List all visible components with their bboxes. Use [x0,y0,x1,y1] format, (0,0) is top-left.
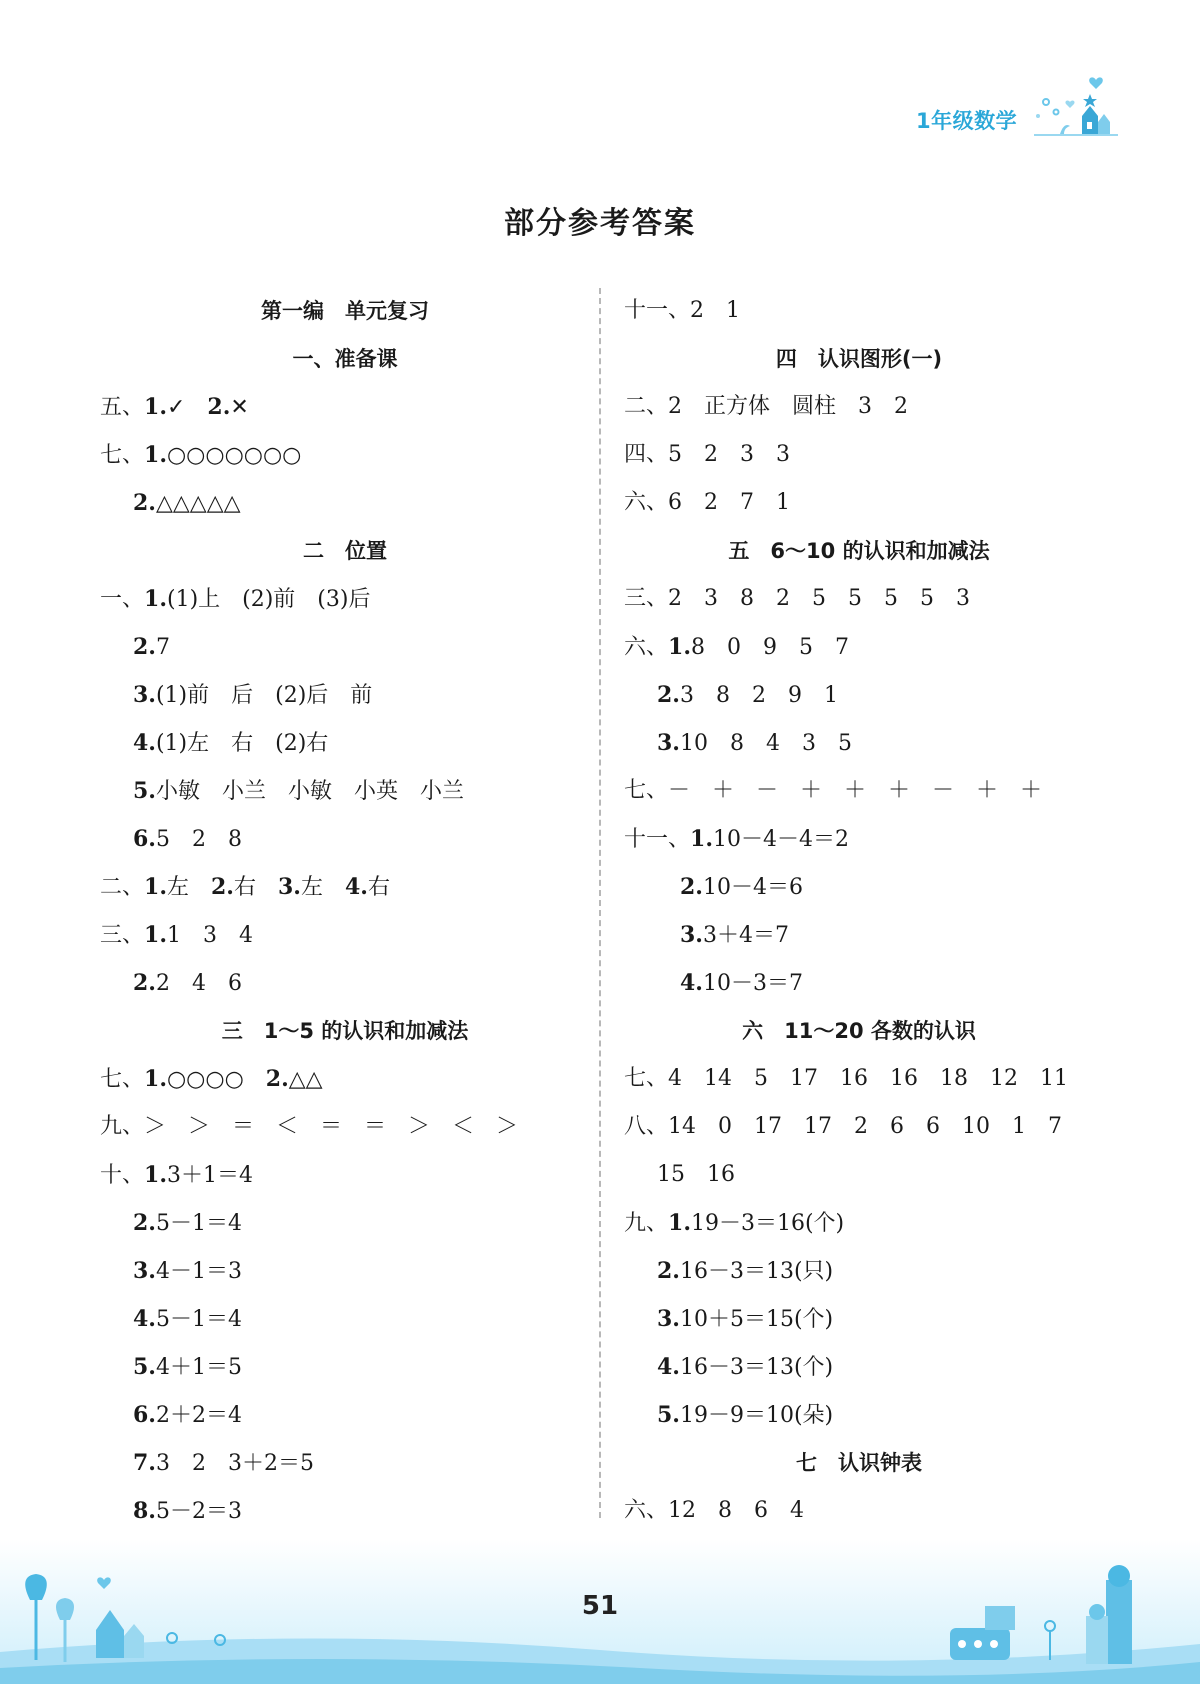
section-heading: 六 11～20 各数的认识 [742,1019,976,1043]
answer-line: 6.5 2 8 [133,826,242,852]
answer-line: 8.5－2＝3 [133,1498,242,1524]
answer-line: 十一、1.10－4－4＝2 [624,826,849,852]
answer-line: 2.3 8 2 9 1 [657,682,838,708]
answer-line: 2.2 4 6 [133,970,242,996]
answer-line: 4.10－3＝7 [680,970,803,996]
answer-line: 七、－ ＋ － ＋ ＋ ＋ － ＋ ＋ [624,778,1043,803]
answer-line: 四、5 2 3 3 [624,442,791,467]
answer-line: 六、1.8 0 9 5 7 [624,634,849,660]
houses-hearts-icon [1030,72,1120,142]
answer-line: 2.△△△△△ [133,490,241,516]
left-column [100,287,590,1535]
answer-line: 二、1.左 2.右 3.左 4.右 [100,874,390,900]
answer-line: 2.16－3＝13(只) [657,1258,834,1284]
answer-line: 3.3＋4＝7 [680,922,789,948]
answer-line: 九、＞ ＞ ＝ ＜ ＝ ＝ ＞ ＜ ＞ [100,1114,519,1139]
section-heading: 三 1～5 的认识和加减法 [221,1019,469,1043]
answer-line: 2.10－4＝6 [680,874,803,900]
answer-line: 5.小敏 小兰 小敏 小英 小兰 [133,778,464,804]
answer-line: 九、1.19－3＝16(个) [624,1210,845,1236]
answer-line: 6.2＋2＝4 [133,1402,242,1428]
page-title: 部分参考答案 [504,206,696,241]
answer-line: 7.3 2 3＋2＝5 [133,1450,314,1476]
answer-line: 4.(1)左 右 (2)右 [133,730,329,756]
answer-line: 3.10 8 4 3 5 [657,730,852,756]
section-heading: 四 认识图形(一) [775,347,943,371]
page-number: 51 [581,1591,619,1621]
column-divider [599,288,601,1518]
answer-line: 三、2 3 8 2 5 5 5 5 3 [624,586,970,611]
answer-line: 5.19－9＝10(朵) [657,1402,834,1428]
right-column [624,287,1094,1535]
answer-line: 3.4－1＝3 [133,1258,242,1284]
answer-line: 2.5－1＝4 [133,1210,242,1236]
answer-line: 4.5－1＝4 [133,1306,242,1332]
section-heading: 七 认识钟表 [796,1451,922,1475]
answer-line: 十、1.3＋1＝4 [100,1162,253,1188]
answer-line: 3.10＋5＝15(个) [657,1306,834,1332]
answer-line: 2.7 [133,634,170,660]
answer-line: 七、1.○○○○ 2.△△ [100,1066,323,1092]
answer-line: 五、1.✓ 2.✕ [100,394,249,420]
section-heading: 第一编 单元复习 [261,299,429,323]
answer-line: 4.16－3＝13(个) [657,1354,834,1380]
section-heading: 五 6～10 的认识和加减法 [728,539,990,563]
answer-line: 六、6 2 7 1 [624,490,791,515]
answer-line: 七、4 14 5 17 16 16 18 12 11 [624,1066,1068,1091]
answer-line: 六、12 8 6 4 [624,1498,805,1523]
answer-line: 3.(1)前 后 (2)后 前 [133,682,373,708]
answer-line: 七、1.○○○○○○○ [100,442,302,468]
answer-line: 一、1.(1)上 (2)前 (3)后 [100,586,371,612]
header-label: 1年级数学 [916,109,1018,133]
answer-line: 5.4＋1＝5 [133,1354,242,1380]
section-heading: 二 位置 [303,539,387,563]
answer-line: 八、14 0 17 17 2 6 6 10 1 7 [624,1114,1062,1139]
section-heading: 一、准备课 [292,347,398,371]
answer-line: 15 16 [657,1162,735,1187]
answer-line: 十一、2 1 [624,298,741,323]
answer-line: 三、1.1 3 4 [100,922,253,948]
answer-line: 二、2 正方体 圆柱 3 2 [624,394,909,419]
